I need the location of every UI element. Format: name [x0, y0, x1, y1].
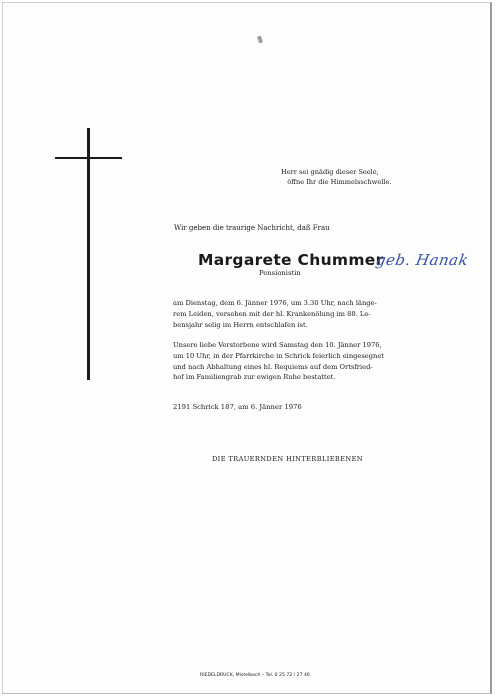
- handwritten-note: geb. Hanak: [374, 251, 470, 269]
- closing-signature: DIE TRAUERNDEN HINTERBLIEBENEN: [212, 455, 363, 463]
- paragraph-line: bensjahr selig im Herrn entschlafen ist.: [173, 320, 308, 329]
- intro-text: Wir geben die traurige Nachricht, daß Frau: [174, 224, 330, 232]
- paragraph-line: hof im Familiengrab zur ewigen Ruhe bestattet.: [173, 373, 336, 382]
- paragraph-line: Unsere liebe Verstorbene wird Samstag den 10. Jänner 1976,: [173, 341, 382, 349]
- verse: [281, 167, 391, 187]
- paragraph-line: am Dienstag, dem 6. Jänner 1976, um 3.30 Uhr, nach länge-: [173, 299, 377, 307]
- printer-imprint: RIEDELDRUCK, Mistelbach – Tel. 0 25 72 / 27 46: [200, 673, 310, 678]
- verse-line: Herr sei gnädig dieser Seele,: [281, 168, 379, 176]
- place-date: 2191 Schrick 187, am 6. Jänner 1976: [173, 403, 302, 411]
- occupation: Pensionistin: [259, 269, 301, 277]
- paragraph-line: um 10 Uhr, in der Pfarrkirche in Schrick feierlich eingesegnet: [173, 351, 384, 360]
- cross-icon-bar: [55, 157, 122, 159]
- verse-line: öffne Ihr die Himmelsschwelle.: [287, 178, 392, 186]
- funeral-paragraph: [173, 340, 387, 383]
- paragraph-line: rem Leiden, versehen mit der hl. Krankenölung im 88. Le-: [173, 309, 371, 318]
- cross-icon: [87, 128, 90, 380]
- death-notice-paragraph: [173, 298, 387, 330]
- deceased-name: Margarete Chummer: [198, 251, 384, 269]
- paragraph-line: und nach Abhaltung eines hl. Requiems auf dem Ortsfried-: [173, 362, 373, 371]
